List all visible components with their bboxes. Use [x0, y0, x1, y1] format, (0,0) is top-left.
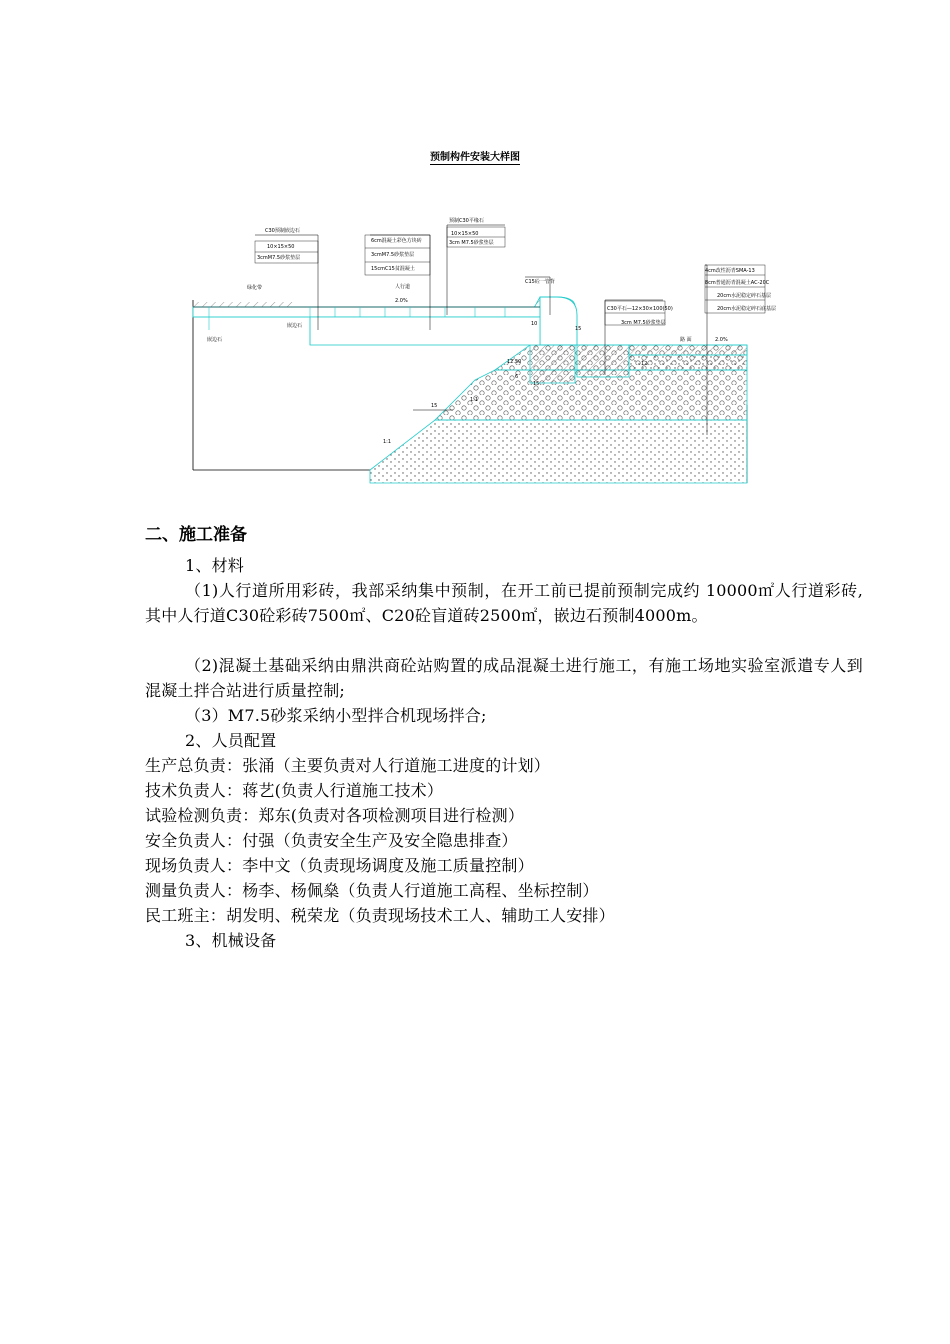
label-c15-back: C15砼一管背 [525, 279, 555, 285]
label-flat-stone: C30平石—12×30×100(50) [607, 306, 673, 312]
paragraph: 生产总负责：张涌（主要负责对人行道施工进度的计划） [145, 756, 551, 775]
paragraph: （1)人行道所用彩砖，我部采纳集中预制，在开工前已提前预制完成约 10000㎡人行道彩砖,其中人行道C30砼彩砖7500㎡、C20砼盲道砖2500㎡，嵌边石预制4000m。 [145, 581, 863, 625]
paragraph: （2)混凝土基础采纳由鼎洪商砼站购置的成品混凝土进行施工，有施工场地实验室派遣专人到混凝土拌合站进行质量控制; [145, 656, 863, 700]
paragraph: 2、人员配置 [185, 731, 277, 750]
paragraph: 1、材料 [185, 556, 244, 575]
label-road-ac: 8cm普通沥青混凝土AC-20C [705, 280, 770, 286]
label-sidewalk: 人行道 [395, 284, 411, 290]
kerb-stone [540, 297, 577, 345]
paragraph: 3、机械设备 [185, 931, 277, 950]
label-road: 路 面 [680, 337, 692, 343]
label-road-base2: 20cm水泥稳定碎石底基层 [717, 306, 776, 312]
label-curb-mortar: 3cmM7.5砂浆垫层 [257, 255, 301, 261]
label-dim-10: 10 [531, 321, 538, 327]
section-heading: 二、施工准备 [145, 525, 247, 545]
flat-stone [577, 345, 629, 377]
curb-installation-drawing [185, 205, 776, 490]
label-layer-concrete: 15cmC15贫混凝土 [371, 266, 415, 272]
label-slope-left: 2.0% [395, 298, 408, 304]
figure-title: 预制构件安装大样图 [430, 152, 520, 163]
label-road-sma: 4cm改性沥青SMA-13 [705, 268, 755, 274]
label-edge-stone-left: 嵌边石 [207, 337, 223, 343]
label-edge-stone-right: 嵌边石 [287, 323, 303, 329]
label-greenbelt: 绿化带 [247, 285, 263, 291]
road-layer [629, 345, 747, 355]
label-ratio-a: 1:1 [470, 397, 479, 403]
paragraph: 民工班主：胡发明、税荣龙（负责现场技术工人、辅助工人安排） [145, 906, 615, 925]
paragraph: 现场负责人：李中文（负责现场调度及施工质量控制） [145, 856, 534, 875]
label-dim-15c: 15 [533, 381, 540, 387]
label-dim-15a: 15 [431, 403, 438, 409]
paragraph: 安全负责人：付强（负责安全生产及安全隐患排查） [145, 831, 518, 850]
label-kerb-dim: 10×15×50 [451, 231, 479, 237]
paragraph: （3）M7.5砂浆采纳小型拌合机现场拌合; [185, 706, 487, 725]
label-flat-mortar: 3cm M7.5砂浆垫层 [621, 320, 666, 326]
label-road-base1: 20cm水泥稳定碎石基层 [717, 293, 771, 299]
label-curb-dim: 10×15×50 [267, 244, 295, 250]
label-layer-mortar: 3cmM7.5砂浆垫层 [371, 252, 415, 258]
label-ratio-b: 1:1 [383, 439, 392, 445]
base-gravel [435, 370, 747, 420]
paragraph: 试验检测负责：郑东(负责对各项检测项目进行检测） [145, 806, 525, 825]
sidewalk-slab [193, 307, 540, 317]
subgrade-fill [370, 420, 747, 483]
paragraph: 技术负责人：蒋艺(负责人行道施工技术） [145, 781, 444, 800]
label-slope-right: 2.0% [715, 337, 728, 343]
label-curb-c30: C30预制嵌边石 [265, 228, 300, 234]
label-kerb-mortar: 3cm M7.5砂浆垫层 [449, 240, 494, 246]
label-dim-1250: 12.50 [507, 359, 522, 365]
label-layer-brick: 6cm混凝土彩色方块砖 [371, 238, 422, 244]
label-dim-15b: 15 [575, 326, 582, 332]
label-dim-12: 12 [641, 361, 648, 367]
label-dim-6: 6 [515, 374, 519, 380]
paragraph: 测量负责人：杨李、杨佩燊（负责人行道施工高程、坐标控制） [145, 881, 599, 900]
label-kerb-c30: 预制C30平缘石 [449, 218, 484, 224]
